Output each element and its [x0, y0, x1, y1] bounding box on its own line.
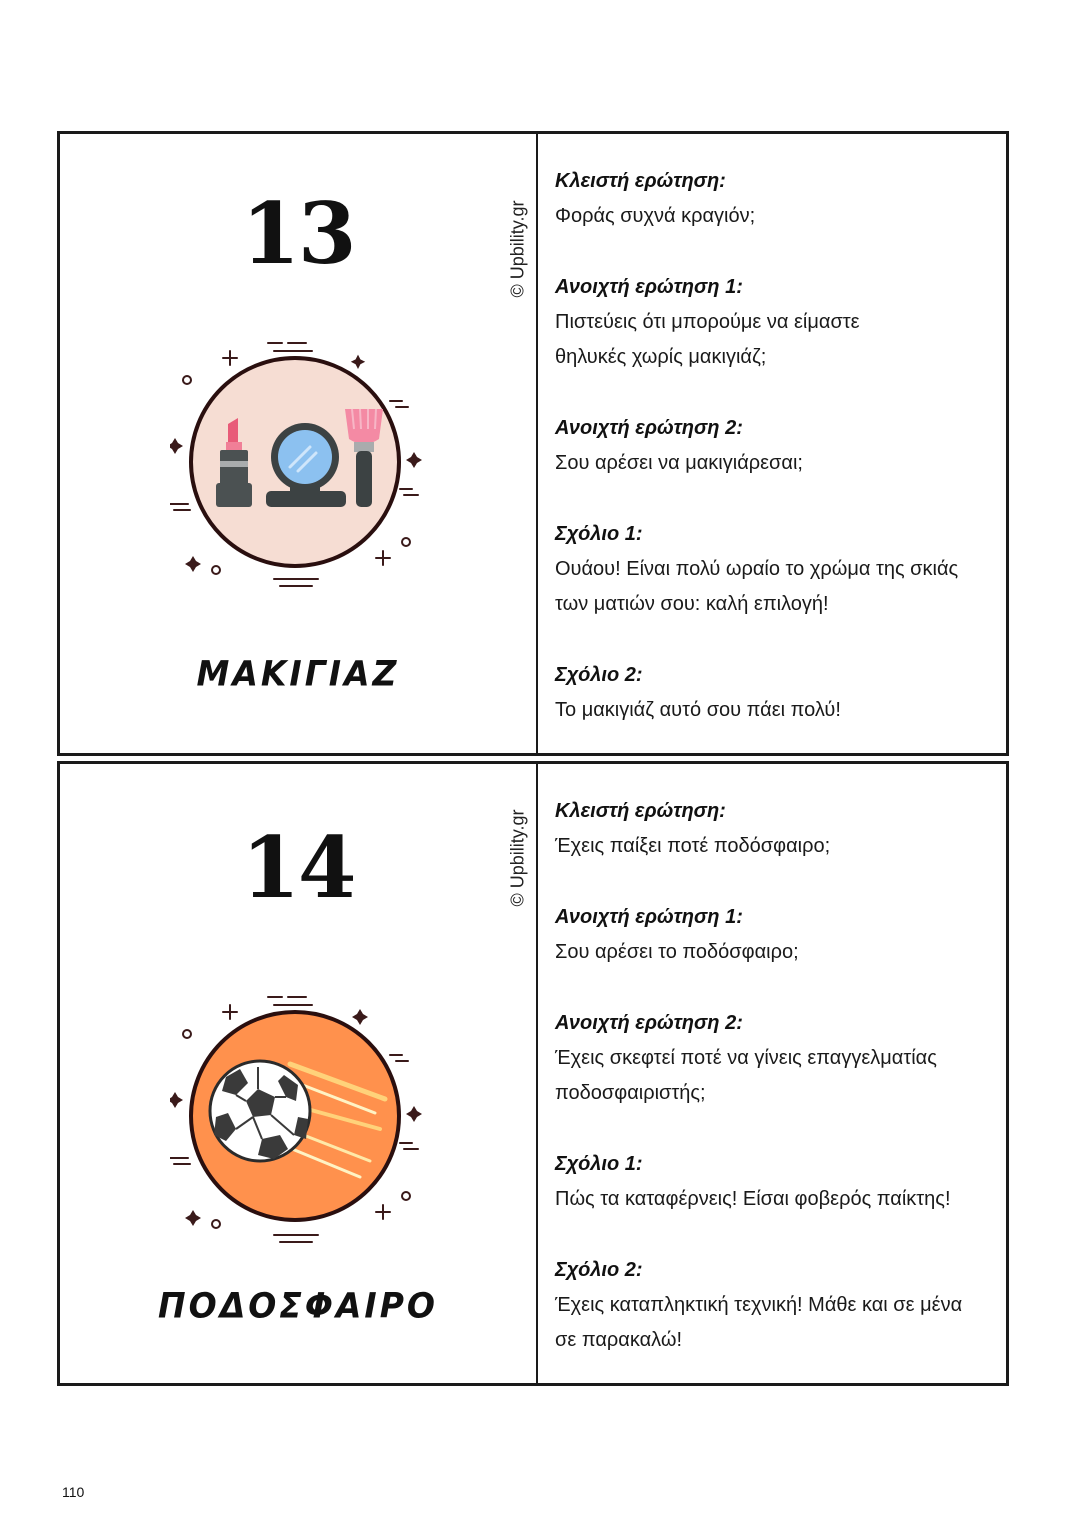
open-question-1-title: Ανοιχτή ερώτηση 1: — [555, 906, 743, 928]
comment-1-title: Σχόλιο 1: — [555, 1153, 643, 1175]
page-number: 110 — [62, 1484, 85, 1500]
closed-question-title: Κλειστή ερώτηση: — [555, 170, 726, 192]
open-question-1-line-2: θηλυκές χωρίς μακιγιάζ; — [555, 346, 767, 368]
card-left-panel — [60, 134, 536, 753]
comment-2-title: Σχόλιο 2: — [555, 1259, 643, 1281]
comment-2-line-1: Το μακιγιάζ αυτό σου πάει πολύ! — [555, 699, 841, 721]
comment-1-line-1: Πώς τα καταφέρνεις! Είσαι φοβερός παίκτης! — [555, 1188, 951, 1210]
makeup-icon — [170, 329, 430, 589]
open-question-2-title: Ανοιχτή ερώτηση 2: — [555, 1012, 743, 1034]
card-number: 14 — [241, 818, 355, 917]
card-questions — [555, 164, 1005, 728]
card-questions — [555, 794, 1005, 1358]
closed-question-title: Κλειστή ερώτηση: — [555, 800, 726, 822]
copyright-credit — [503, 798, 533, 918]
card-divider — [536, 764, 538, 1383]
open-question-2-text: Σου αρέσει να μακιγιάρεσαι; — [555, 452, 803, 474]
card-number: 13 — [241, 184, 355, 283]
open-question-2-title: Ανοιχτή ερώτηση 2: — [555, 417, 743, 439]
comment-2-line-2: σε παρακαλώ! — [555, 1329, 683, 1351]
card-14 — [57, 761, 1009, 1386]
comment-1-line-2: των ματιών σου: καλή επιλογή! — [555, 593, 829, 615]
open-question-1-line-1: Σου αρέσει το ποδόσφαιρο; — [555, 941, 799, 963]
open-question-1-line-1: Πιστεύεις ότι μπορούμε να είμαστε — [555, 311, 860, 333]
comment-1-line-1: Ουάου! Είναι πολύ ωραίο το χρώμα της σκιάς — [555, 558, 959, 580]
card-label: ΜΑΚΙΓΙΑΖ — [196, 653, 400, 694]
closed-question-text: Φοράς συχνά κραγιόν; — [555, 205, 756, 227]
open-question-2-line-2: ποδοσφαιριστής; — [555, 1082, 706, 1104]
card-label: ΠΟΔΟΣΦΑΙΡΟ — [158, 1285, 438, 1326]
card-divider — [536, 134, 538, 753]
soccer-ball-icon — [170, 989, 430, 1249]
copyright-text: © Upbility.gr — [507, 200, 528, 298]
comment-2-title: Σχόλιο 2: — [555, 664, 643, 686]
open-question-2-line-1: Έχεις σκεφτεί ποτέ να γίνεις επαγγελματίας — [555, 1047, 937, 1069]
open-question-1-title: Ανοιχτή ερώτηση 1: — [555, 276, 743, 298]
card-left-panel — [60, 764, 536, 1383]
copyright-credit — [503, 189, 533, 309]
copyright-text: © Upbility.gr — [507, 809, 528, 907]
comment-2-line-1: Έχεις καταπληκτική τεχνική! Μάθε και σε μένα — [555, 1294, 963, 1316]
comment-1-title: Σχόλιο 1: — [555, 523, 643, 545]
closed-question-text: Έχεις παίξει ποτέ ποδόσφαιρο; — [555, 835, 831, 857]
card-13 — [57, 131, 1009, 756]
